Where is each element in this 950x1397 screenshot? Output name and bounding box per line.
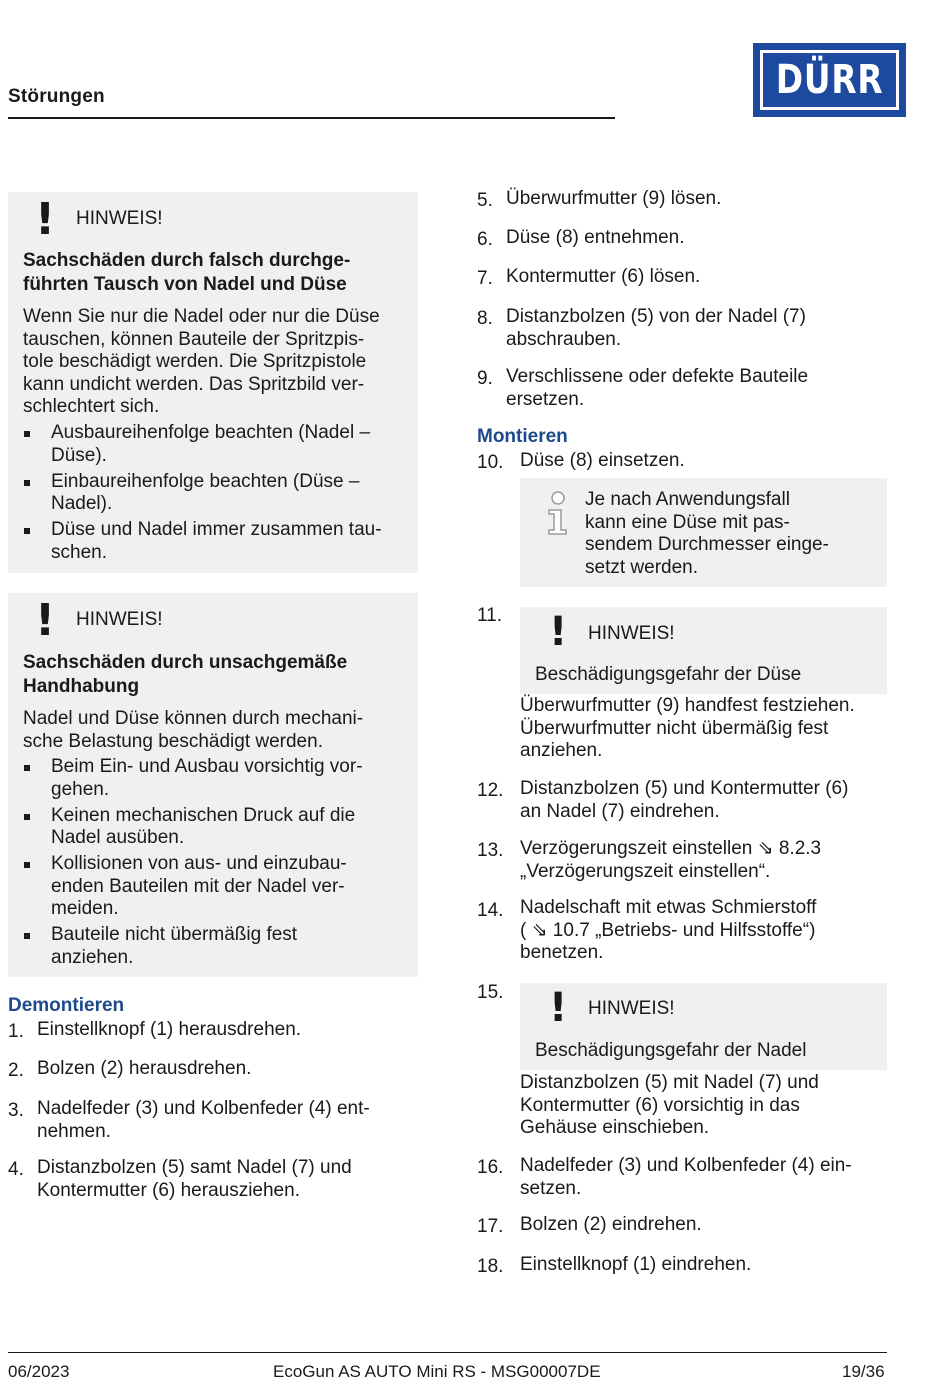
- step-number: 2.: [8, 1060, 24, 1081]
- durr-logo: [753, 43, 906, 117]
- notice-heading: Sachschäden durch falsch durchge- führten Tausch von Nadel und Düse: [23, 250, 351, 295]
- logo-text: DÜRR: [775, 57, 884, 103]
- info-box: [520, 478, 887, 587]
- step-number: 6.: [477, 229, 493, 250]
- notice-label: HINWEIS!: [588, 623, 675, 644]
- step-text: Nadelfeder (3) und Kolbenfeder (4) ent- nehmen.: [37, 1098, 370, 1142]
- step-text: Verzögerungszeit einstellen ⇘ 8.2.3 „Verzögerungszeit einstellen“.: [520, 838, 822, 882]
- notice-text: Beschädigungsgefahr der Düse: [535, 664, 802, 685]
- step-text: Nadelfeder (3) und Kolbenfeder (4) ein- setzen.: [520, 1155, 852, 1199]
- info-icon: [542, 490, 572, 540]
- notice-box-improper-handling: [8, 593, 418, 977]
- step-number: 13.: [477, 840, 504, 861]
- notice-bullet-list: [23, 422, 382, 568]
- step-text: Einstellknopf (1) eindrehen.: [520, 1254, 752, 1275]
- step-text: Düse (8) entnehmen.: [506, 227, 685, 248]
- step-text: Verschlissene oder defekte Bauteile ersetzen.: [506, 366, 809, 410]
- step-number: 10.: [477, 452, 504, 473]
- step-text: Überwurfmutter (9) handfest festziehen. Überwurfmutter nicht übermäßig fest anziehen.: [520, 695, 855, 761]
- step-number: 14.: [477, 900, 504, 921]
- notice-bullet-list: [23, 756, 363, 973]
- section-title-montieren: Montieren: [477, 426, 568, 447]
- step-text: Distanzbolzen (5) und Kontermutter (6) an Nadel (7) eindrehen.: [520, 778, 849, 822]
- list-item: Kollisionen von aus- und einzubau- enden Bauteilen mit der Nadel ver- meiden.: [23, 853, 363, 921]
- page-header-title: Störungen: [8, 86, 105, 107]
- cross-reference-link[interactable]: Verzögerungszeit einstellen ⇘ 8.2.3: [520, 838, 822, 859]
- step-text: Distanzbolzen (5) mit Nadel (7) und Kontermutter (6) vorsichtig in das Gehäuse einschieben.: [520, 1072, 819, 1138]
- footer-page-number: 19/36: [842, 1362, 885, 1381]
- notice-label: HINWEIS!: [76, 609, 163, 630]
- step-text: Einstellknopf (1) herausdrehen.: [37, 1019, 302, 1040]
- info-text: Je nach Anwendungsfall kann eine Düse mit pas- sendem Durchmesser einge- setzt werden.: [585, 489, 829, 578]
- list-item: Düse und Nadel immer zusammen tau- schen.: [23, 519, 382, 564]
- footer-date: 06/2023: [8, 1362, 70, 1381]
- list-item: Beim Ein- und Ausbau vorsichtig vor- gehen.: [23, 756, 363, 801]
- exclamation-icon: !: [549, 985, 568, 1031]
- step-text: Überwurfmutter (9) lösen.: [506, 188, 722, 209]
- step-text: Distanzbolzen (5) samt Nadel (7) und Kontermutter (6) herausziehen.: [37, 1157, 352, 1201]
- list-item: Einbaureihenfolge beachten (Düse – Nadel).: [23, 471, 382, 516]
- step-text: Bolzen (2) eindrehen.: [520, 1214, 702, 1235]
- section-title-demontieren: Demontieren: [8, 995, 125, 1016]
- notice-box-needle-damage: [520, 983, 887, 1070]
- step-number: 3.: [8, 1100, 24, 1121]
- step-number: 8.: [477, 308, 493, 329]
- notice-text: Beschädigungsgefahr der Nadel: [535, 1040, 807, 1061]
- step-number: 1.: [8, 1021, 24, 1042]
- step-text: Nadelschaft mit etwas Schmierstoff ( ⇘ 10.7 „Betriebs- und Hilfsstoffe“) benetzen.: [520, 897, 817, 963]
- list-item: Bauteile nicht übermäßig fest anziehen.: [23, 924, 363, 969]
- step-number: 7.: [477, 268, 493, 289]
- step-number: 16.: [477, 1157, 504, 1178]
- notice-box-wrong-exchange: [8, 192, 418, 573]
- notice-label: HINWEIS!: [588, 998, 675, 1019]
- notice-label: HINWEIS!: [76, 208, 163, 229]
- footer-divider: [8, 1352, 887, 1353]
- notice-box-nozzle-damage: [520, 607, 887, 694]
- header-divider: [8, 117, 615, 119]
- step-number: 15.: [477, 982, 504, 1003]
- cross-reference-link[interactable]: ( ⇘ 10.7 „Betriebs- und Hilfsstoffe“): [520, 919, 816, 941]
- list-item: Ausbaureihenfolge beachten (Nadel – Düse).: [23, 422, 382, 467]
- notice-body: Nadel und Düse können durch mechani- sche Belastung beschädigt werden.: [23, 708, 364, 752]
- exclamation-icon: !: [35, 595, 56, 646]
- step-text: Düse (8) einsetzen.: [520, 450, 685, 471]
- step-number: 17.: [477, 1216, 504, 1237]
- step-number: 5.: [477, 190, 493, 211]
- footer-document-id: EcoGun AS AUTO Mini RS - MSG00007DE: [273, 1362, 601, 1381]
- exclamation-icon: !: [35, 194, 56, 245]
- notice-body: Wenn Sie nur die Nadel oder nur die Düse tauschen, können Bauteile der Spritzpis- tole beschädigt werden. Die Spritzpistole kann undicht werden. Das Spritzbild ver- schlechtert sich.: [23, 306, 380, 417]
- step-text: Kontermutter (6) lösen.: [506, 266, 701, 287]
- step-number: 12.: [477, 780, 504, 801]
- exclamation-icon: !: [549, 609, 568, 655]
- step-text: Distanzbolzen (5) von der Nadel (7) abschrauben.: [506, 306, 806, 350]
- step-number: 4.: [8, 1159, 24, 1180]
- step-number: 11.: [477, 605, 503, 626]
- notice-heading: Sachschäden durch unsachgemäße Handhabung: [23, 652, 348, 697]
- list-item: Keinen mechanischen Druck auf die Nadel ausüben.: [23, 805, 363, 850]
- step-text: Bolzen (2) herausdrehen.: [37, 1058, 252, 1079]
- step-number: 18.: [477, 1256, 504, 1277]
- step-number: 9.: [477, 368, 493, 389]
